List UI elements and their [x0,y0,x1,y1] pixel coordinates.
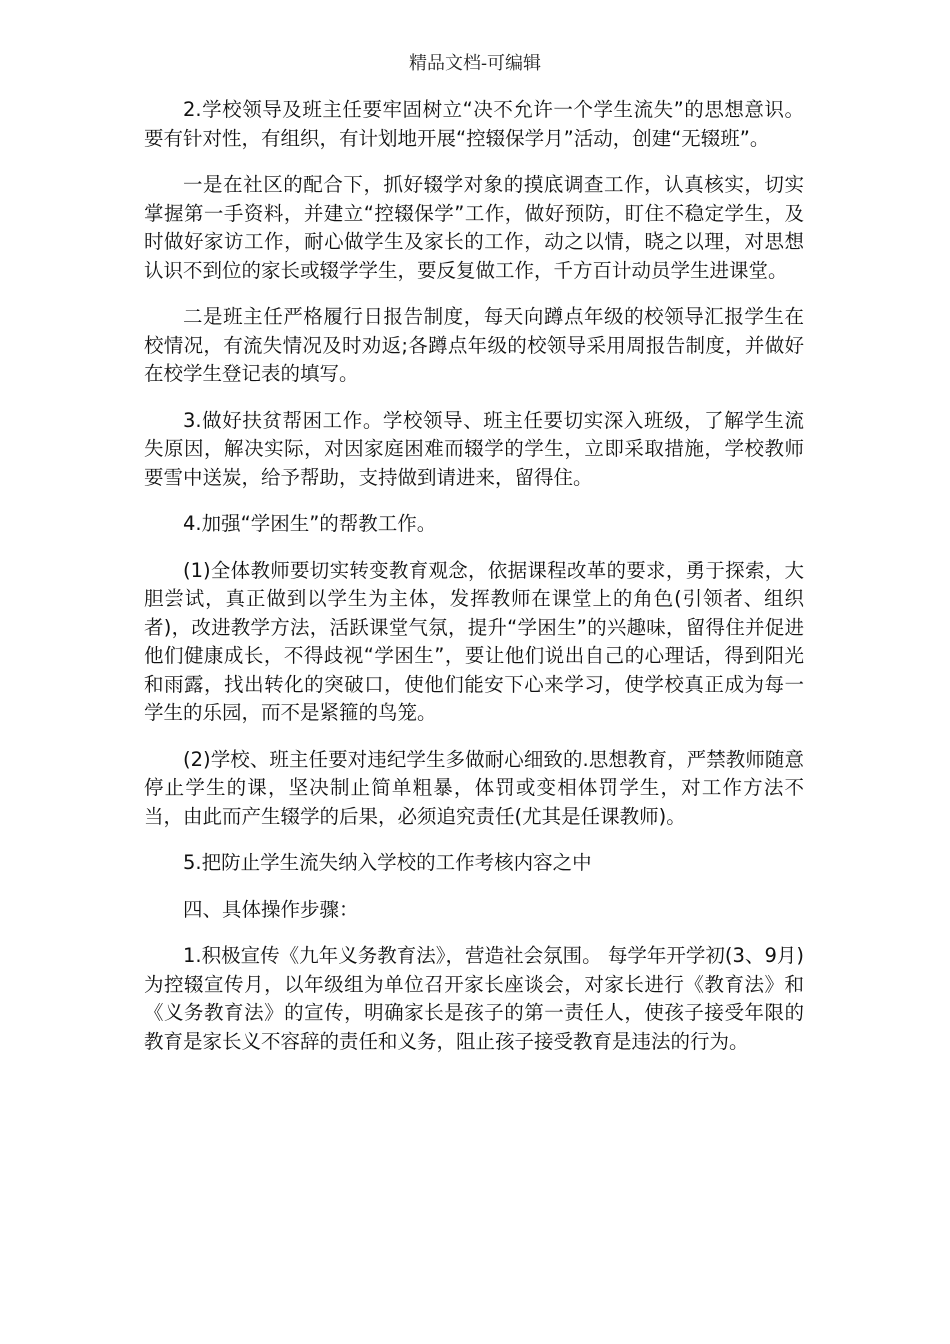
paragraph-item-4: 4.加强“学困生”的帮教工作。 [183,512,437,535]
paragraph-item-5: 5.把防止学生流失纳入学校的工作考核内容之中 [183,851,592,874]
paragraph-daily-report: 二是班主任严格履行日报告制度，每天向蹲点年级的校领导汇报学生在校情况，有流失情况及时劝返;各蹲点年级的校领导采用周报告制度，并做好在校学生登记表的填写。 [144,305,804,385]
section-heading-steps: 四、具体操作步骤： [183,897,359,921]
document-body [144,96,804,1074]
paragraph-subitem-1: (1)全体教师要切实转变教育观念，依据课程改革的要求，勇于探索，大胆尝试，真正做到以学生为主体，发挥教师在课堂上的角色(引领者、组织者)，改进教学方法，活跃课堂气氛，提升“学困生”的兴趣味，留得住并促进他们健康成长，不得歧视“学困生”，要让他们说出自己的心理话，得到阳光和雨露，找出转化的突破口，使他们能安下心来学习，使学校真正成为每一学生的乐园，而不是紧箍的鸟笼。 [144,558,804,724]
paragraph-step-1: 1.积极宣传《九年义务教育法》，营造社会氛围。 每学年开学初(3、9月)为控辍宣传月，以年级组为单位召开家长座谈会，对家长进行《教育法》和《义务教育法》的宣传，明确家长是孩子的第一责任人，使孩子接受年限的教育是家长义不容辞的责任和义务，阻止孩子接受教育是违法的行为。 [144,944,804,1053]
paragraph-subitem-2: (2)学校、班主任要对违纪学生多做耐心细致的.思想教育，严禁教师随意停止学生的课，坚决制止简单粗暴，体罚或变相体罚学生，对工作方法不当，由此而产生辍学的后果，必须追究责任(尤其是任课教师)。 [144,747,804,828]
paragraph-community-cooperation: 一是在社区的配合下，抓好辍学对象的摸底调查工作，认真核实，切实掌握第一手资料，并建立“控辍保学”工作，做好预防，盯住不稳定学生，及时做好家访工作，耐心做学生及家长的工作，动之以情，晓之以理，对思想认识不到位的家长或辍学学生，要反复做工作，千方百计动员学生进课堂。 [144,173,804,282]
paragraph-item-3: 3.做好扶贫帮困工作。学校领导、班主任要切实深入班级，了解学生流失原因，解决实际，对因家庭困难而辍学的学生，立即采取措施，学校教师要雪中送炭，给予帮助，支持做到请进来，留得住。 [144,408,804,489]
page-header: 精品文档-可编辑 [408,53,542,74]
paragraph-item-2: 2.学校领导及班主任要牢固树立“决不允许一个学生流失”的思想意识。要有针对性，有组织，有计划地开展“控辍保学月”活动，创建“无辍班”。 [144,98,804,150]
